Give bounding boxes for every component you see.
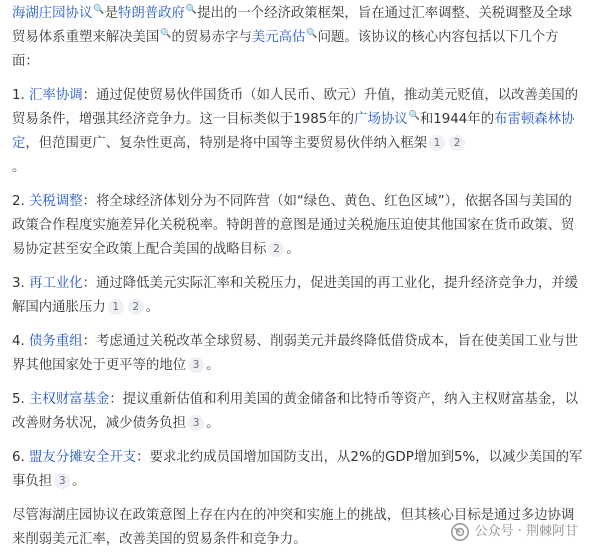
citation-badge[interactable]: 2 xyxy=(128,299,144,315)
text-segment: 是 xyxy=(104,6,118,21)
text-segment: 提出的一个经济政策框架，旨在通过汇率调整、关税调整及全球贸易体系重塑来解决美国 xyxy=(12,6,573,45)
text-segment: 。 xyxy=(206,358,220,373)
text-segment: ：通过降低美元实际汇率和关税压力，促进美国的再工业化，提升经济竞争力，并缓解国内通胀压力 xyxy=(12,276,579,315)
wechat-official-account-icon xyxy=(450,522,470,542)
term-link-re[interactable]: 再 xyxy=(29,276,43,291)
term-link-debt-restructuring[interactable]: 债务重组 xyxy=(29,334,83,349)
watermark xyxy=(450,522,578,542)
search-icon[interactable]: 🔍 xyxy=(306,29,318,39)
term-link-trump-administration[interactable]: 特朗普政府 xyxy=(117,6,185,21)
term-link-mar-a-lago-accord[interactable]: 海湖庄园协议 xyxy=(12,6,93,21)
text-segment: 。 xyxy=(72,474,86,489)
text-segment: 。 xyxy=(145,300,160,315)
search-icon[interactable]: 🔍 xyxy=(185,5,198,15)
list-number: 3. xyxy=(12,276,30,291)
citation-badge[interactable]: 2 xyxy=(268,241,284,257)
list-number: 2. xyxy=(12,194,30,209)
list-number: 1. xyxy=(12,88,30,103)
text-segment: 。 xyxy=(12,160,26,175)
text-segment: 的贸易赤字与 xyxy=(171,30,252,45)
term-link-plaza-accord[interactable]: 广场协议 xyxy=(354,112,408,127)
list-item-3 xyxy=(12,272,584,320)
search-icon[interactable]: 🔍 xyxy=(93,5,105,15)
list-item-2 xyxy=(12,190,584,262)
citation-badge[interactable]: 1 xyxy=(429,135,445,151)
term-link-bretton-woods[interactable]: 布雷顿森林协定 xyxy=(12,112,575,151)
list-number: 4. xyxy=(12,334,30,349)
list-item-4 xyxy=(12,330,584,378)
list-item-6 xyxy=(12,446,584,494)
text-segment: ：提议重新估值和利用美国的黄金储备和比特币等资产，纳入主权财富基金，以改善财务状况，减少债务负担 xyxy=(12,392,579,431)
term-link-exchange-rate-coordination[interactable]: 汇率协调 xyxy=(29,88,83,103)
term-link-sovereign-wealth-fund[interactable]: 主权财富基金 xyxy=(29,392,110,407)
text-segment: ：通过促使贸易伙伴国货币（如人民币、欧元）升值，推动美元贬值，以改善美国的贸易条件，增强其经济竞争力。这一目标类似于1985年的 xyxy=(12,88,579,127)
search-icon[interactable]: 🔍 xyxy=(160,29,172,39)
watermark-text: 公众号 · 荆棘阿甘 xyxy=(474,524,578,539)
text-segment: ：将全球经济体划分为不同阵营（如“绿色、黄色、红色区域”），依据各国与美国的政策合作程度实施差异化关税税率。特朗普的意图是通过关税施压迫使其他国家在货币政策、贸易协定甚至安全政策上配合美国的战略目标 xyxy=(12,194,575,257)
term-link-industrialization[interactable]: 工业化 xyxy=(42,276,83,291)
intro-paragraph xyxy=(12,2,584,74)
citation-badge[interactable]: 1 xyxy=(108,299,124,315)
text-segment: ，但范围更广、复杂性更高，特别是将中国等主要贸易伙伴纳入框架 xyxy=(25,136,428,151)
text-segment: 尽管海湖庄园协议在政策意图上存在内在的冲突和实施上的挑战，但其核心目标是通过多边协调来削弱美元汇率，改善美国的贸易条件和竞争力。 xyxy=(12,508,575,547)
citation-badge[interactable]: 3 xyxy=(188,357,204,373)
text-segment: 和1944年的 xyxy=(419,112,495,127)
term-link-dollar-overvaluation[interactable]: 美元高估 xyxy=(251,30,306,45)
list-item-1 xyxy=(12,84,584,180)
search-icon[interactable]: 🔍 xyxy=(408,111,420,121)
citation-badge[interactable]: 3 xyxy=(188,415,204,431)
text-segment: 。 xyxy=(206,416,220,431)
text-segment: 。 xyxy=(286,242,300,257)
list-number: 6. xyxy=(12,450,30,465)
text-segment: 问题。该协议的核心内容包括以下几个方面： xyxy=(12,30,559,69)
list-number: 5. xyxy=(12,392,30,407)
list-item-5 xyxy=(12,388,584,436)
text-segment: ：考虑通过关税改革全球贸易、削弱美元并最终降低借贷成本，旨在使美国工业与世界其他国家处于更平等的地位 xyxy=(12,334,579,373)
text-segment: ：要求北约成员国增加国防支出，从2%的GDP增加到5%，以减少美国的军事负担 xyxy=(12,450,583,489)
term-link-tariff-adjustment[interactable]: 关税调整 xyxy=(29,194,83,209)
citation-badge[interactable]: 3 xyxy=(54,473,70,489)
term-link-allies-burden-sharing[interactable]: 盟友分摊安全开支 xyxy=(29,450,137,465)
citation-badge[interactable]: 2 xyxy=(449,135,465,151)
